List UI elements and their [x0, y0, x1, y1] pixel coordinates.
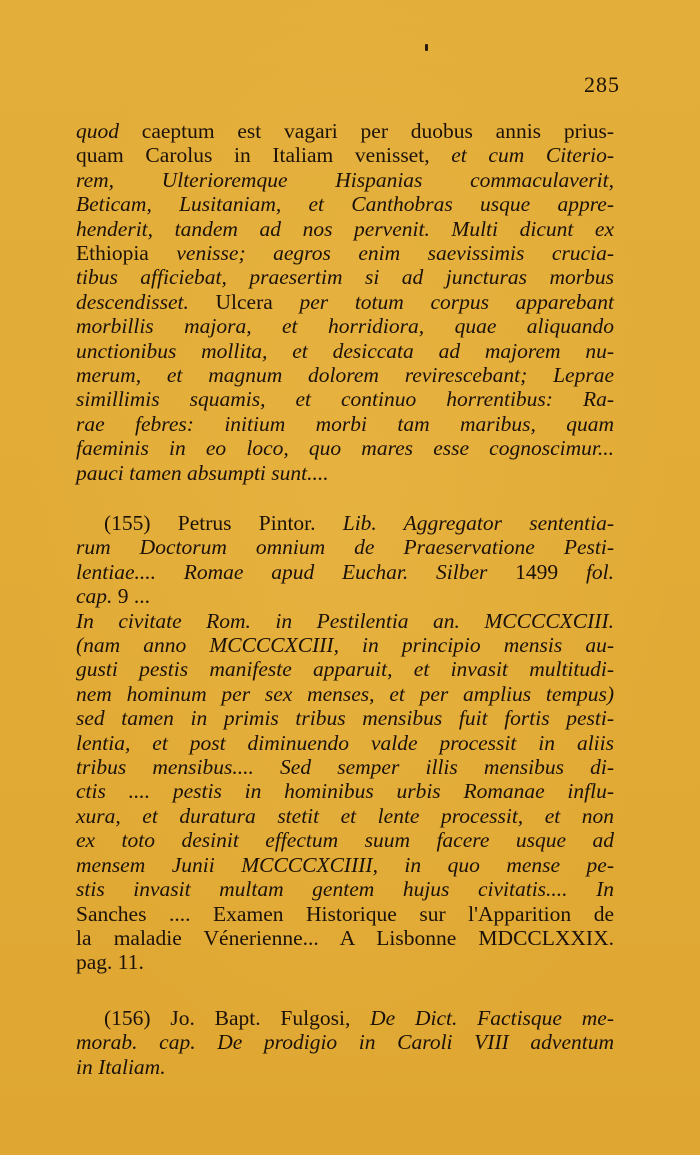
- paragraph-1: [76, 119, 614, 485]
- text-line: rae febres: initium morbi tam maribus, quam: [76, 411, 614, 436]
- text-line: Ethiopia venisse; aegros enim saevissimis crucia-: [76, 241, 614, 266]
- text-line: (156) Jo. Bapt. Fulgosi, De Dict. Factisque me-: [104, 1006, 614, 1030]
- text-line: lentia, et post diminuendo valde processit in aliis: [76, 730, 614, 755]
- text-line: (nam anno MCCCCXCIII, in principio mensis au-: [76, 633, 614, 658]
- text-line: lentiae.... Romae apud Euchar. Silber 1499 fol.: [76, 559, 615, 584]
- text-line: tibus afficiebat, praesertim si ad juncturas morbus: [76, 265, 614, 290]
- text-line: Beticam, Lusitaniam, et Canthobras usque appre-: [76, 192, 614, 217]
- text-line: simillimis squamis, et continuo horrentibus: Ra-: [76, 387, 614, 412]
- footnote-155: [76, 511, 614, 975]
- text-line: pauci tamen absumpti sunt....: [76, 460, 329, 485]
- text-line: descendisset. Ulcera per totum corpus apparebant: [76, 289, 614, 314]
- text-line: ctis .... pestis in hominibus urbis Romanae influ-: [76, 779, 614, 804]
- text-line: tribus mensibus.... Sed semper illis mensibus di-: [76, 755, 614, 780]
- page-number: 285: [584, 72, 620, 97]
- text-line: cap. 9 ...: [76, 584, 151, 609]
- text-line: faeminis in eo loco, quo mares esse cognoscimur...: [76, 436, 614, 461]
- text-line: In civitate Rom. in Pestilentia an. MCCCCXCIII.: [76, 608, 614, 633]
- text-line: nem hominum per sex menses, et per amplius tempus): [76, 681, 614, 706]
- text-line: la maladie Vénerienne... A Lisbonne MDCCLXXIX.: [76, 925, 614, 950]
- text-line: mensem Junii MCCCCXCIIII, in quo mense pe-: [76, 852, 614, 877]
- ink-speck: [425, 44, 428, 51]
- text-line: stis invasit multam gentem hujus civitatis.... In: [76, 877, 614, 902]
- text-line: in Italiam.: [76, 1054, 166, 1079]
- text-line: sed tamen in primis tribus mensibus fuit fortis pesti-: [76, 706, 614, 731]
- text-line: Sanches .... Examen Historique sur l'Apparition de: [76, 901, 614, 926]
- text-line: merum, et magnum dolorem revirescebant; Leprae: [76, 363, 614, 388]
- text-line: ex toto desinit effectum suum facere usque ad: [76, 828, 614, 853]
- text-line: quod caeptum est vagari per duobus annis prius-: [76, 119, 614, 143]
- text-line: (155) Petrus Pintor. Lib. Aggregator sententia-: [104, 511, 614, 535]
- text-line: rum Doctorum omnium de Praeservatione Pesti-: [76, 535, 614, 560]
- text-line: henderit, tandem ad nos pervenit. Multi dicunt ex: [76, 216, 614, 241]
- text-line: xura, et duratura stetit et lente processit, et non: [76, 803, 614, 828]
- text-line: rem, Ulterioremque Hispanias commaculaverit,: [76, 167, 614, 192]
- text-line: gusti pestis manifeste apparuit, et invasit multitudi-: [76, 657, 614, 682]
- text-line: morbillis majora, et horridiora, quae aliquando: [76, 314, 614, 339]
- text-line: unctionibus mollita, et desiccata ad majorem nu-: [76, 338, 614, 363]
- text-line: quam Carolus in Italiam venisset, et cum Citerio-: [76, 143, 615, 168]
- text-line: morab. cap. De prodigio in Caroli VIII adventum: [76, 1030, 614, 1055]
- text-line: pag. 11.: [76, 950, 144, 975]
- footnote-156: [76, 1006, 614, 1079]
